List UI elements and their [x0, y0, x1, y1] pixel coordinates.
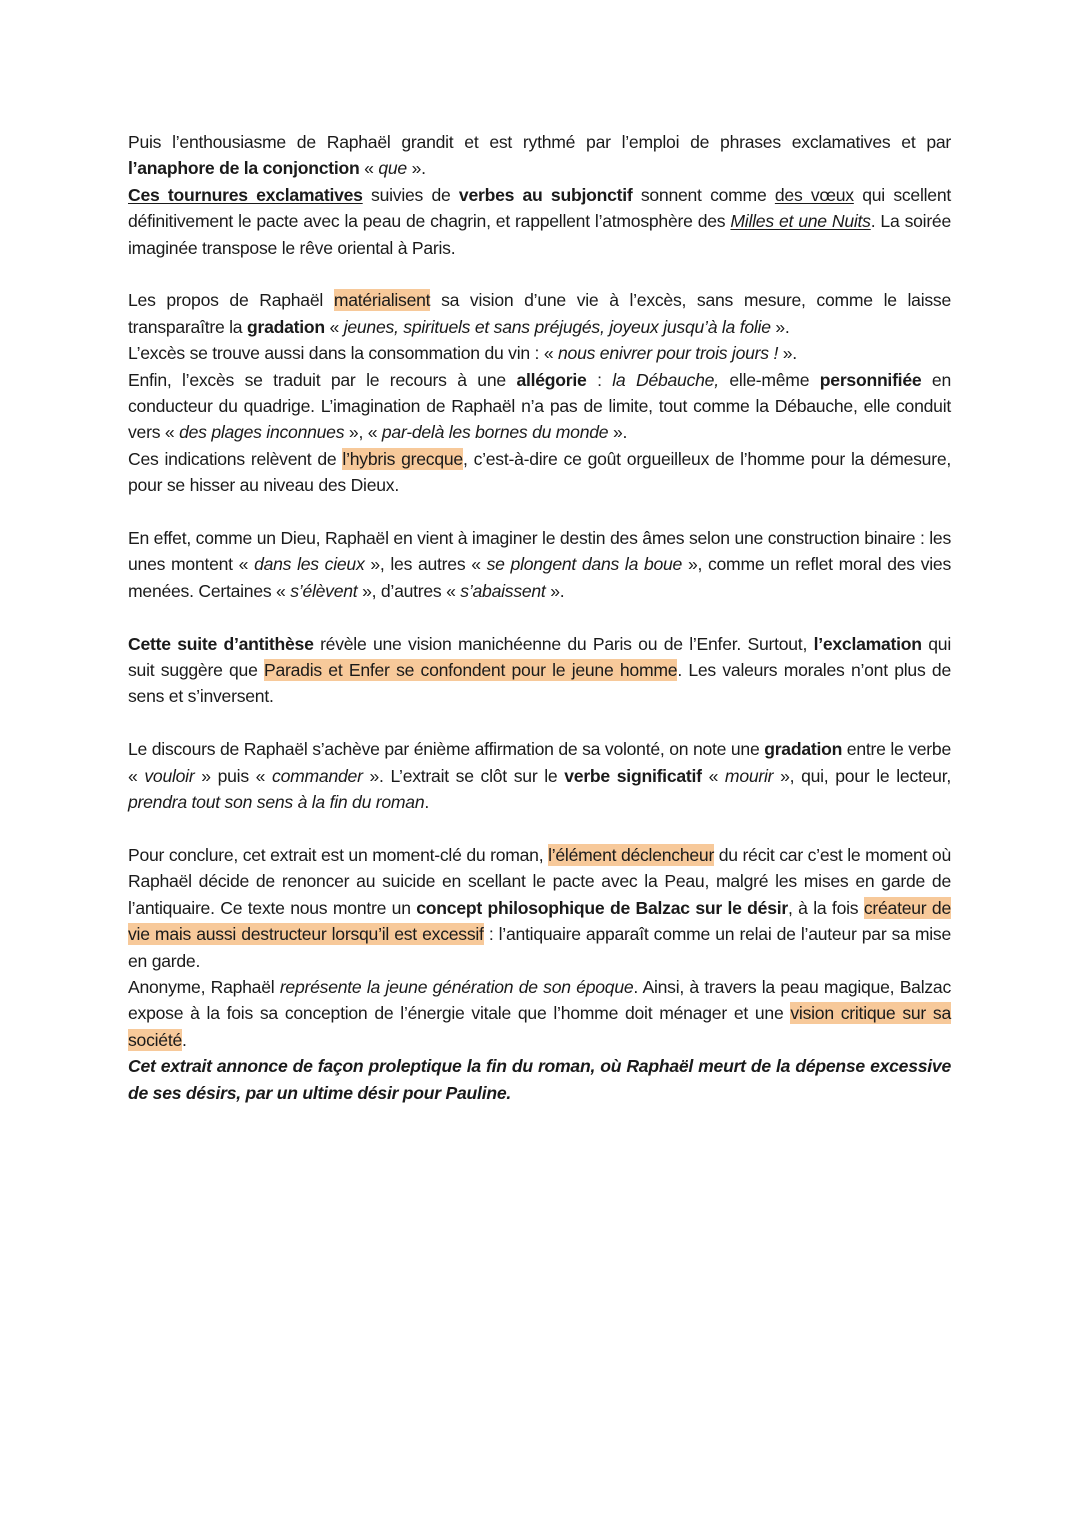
text-run: ».	[608, 422, 628, 443]
text-run: . Les valeurs morales n’ont plus de sens et s’inversent.	[128, 660, 951, 707]
paragraph-prolepse	[128, 1053, 951, 1106]
italic-quote: vouloir	[144, 765, 195, 786]
text-run: Enfin, l’excès se traduit par le recours à une	[128, 369, 517, 390]
text-run: suivies de	[362, 184, 459, 205]
text-run: » puis «	[194, 765, 273, 786]
paragraph-discours	[128, 736, 951, 815]
paragraph-vin	[128, 340, 951, 366]
text-run: Les propos de Raphaël	[128, 290, 334, 311]
document-page	[128, 129, 951, 1106]
text-run: Anonyme, Raphaël	[128, 976, 280, 997]
text-run: », comme un reflet moral des vies menées. Certaines «	[128, 554, 951, 601]
text-run: ».	[406, 158, 426, 179]
paragraph-gap	[128, 604, 951, 630]
paragraph-hybris	[128, 446, 951, 499]
paragraph-gap	[128, 499, 951, 525]
italic-text: représente la jeune génération de son époque	[279, 976, 634, 997]
paragraph-dieu	[128, 525, 951, 604]
paragraph-antithese	[128, 631, 951, 710]
text-run: révèle une vision manichéenne du Paris ou de l’Enfer. Surtout,	[313, 633, 814, 654]
italic-quote: s’abaissent	[460, 580, 546, 601]
paragraph-propos	[128, 287, 951, 340]
bold-text: verbe significatif	[564, 765, 702, 786]
text-run: «	[701, 765, 725, 786]
paragraph-gap	[128, 710, 951, 736]
highlighted-text: vision critique sur sa société	[128, 1003, 951, 1050]
bold-text: l’exclamation	[813, 633, 922, 654]
italic-quote: que	[378, 158, 407, 179]
text-run: qui suit suggère que	[128, 633, 951, 681]
italic-text: la Débauche,	[612, 369, 719, 390]
text-run: en conducteur du quadrige. L’imagination de Raphaël n’a pas de limite, tout comme la Débauche, elle conduit vers «	[128, 369, 951, 443]
text-run: . Ainsi, à travers la peau magique, Balzac expose à la fois sa conception de l’énergie vitale que l’homme doit ménager et une	[128, 976, 951, 1024]
text-run: L’excès se trouve aussi dans la consommation du vin : «	[128, 343, 558, 364]
italic-quote: s’élèvent	[290, 580, 358, 601]
bold-text: Cette suite d’antithèse	[128, 633, 314, 654]
text-run: Pour conclure, cet extrait est un moment-clé du roman,	[128, 844, 549, 865]
text-run: sonnent comme	[632, 184, 775, 205]
text-run: ».	[778, 343, 797, 364]
text-run: Puis l’enthousiasme de Raphaël grandit et est rythmé par l’emploi de phrases exclamatives et par	[128, 132, 951, 152]
italic-quote: mourir	[724, 765, 774, 786]
text-run: . La soirée imaginée transpose le rêve oriental à Paris.	[128, 211, 951, 258]
bold-text: gradation	[764, 739, 843, 760]
bold-text: concept philosophique de Balzac sur le désir	[416, 897, 788, 918]
text-run: : l’antiquaire apparaît comme un relai de l’auteur par sa mise en garde.	[128, 924, 952, 971]
bold-text: l’anaphore de la conjonction	[128, 158, 360, 179]
paragraph-conclusion	[128, 842, 951, 974]
italic-quote: commander	[272, 765, 363, 786]
highlighted-text: créateur de vie mais aussi destructeur lorsqu’il est excessif	[128, 897, 951, 945]
text-run: du récit car c’est le moment où Raphaël décide de renoncer au suicide en scellant le pacte avec la Peau, malgré les mises en garde de l’antiquaire. Ce texte nous montre un	[128, 844, 952, 918]
text-run: », «	[344, 422, 382, 443]
bold-text: verbes au subjonctif	[458, 184, 633, 205]
paragraph-exclamatives	[128, 182, 951, 261]
bold-italic-text: Cet extrait annonce de façon proleptique la fin du roman, où Raphaël meurt de la dépense excessive de ses désirs, par un ultime désir pour Pauline.	[128, 1056, 951, 1103]
paragraph-gap	[128, 261, 951, 287]
text-run: », les autres «	[364, 554, 487, 575]
text-run: En effet, comme un Dieu, Raphaël en vient à imaginer le destin des âmes selon une construction binaire : les unes montent «	[128, 528, 951, 575]
bold-text: allégorie	[516, 369, 587, 390]
text-run: «	[359, 158, 379, 179]
bold-text: gradation	[246, 316, 325, 337]
paragraph-anonyme	[128, 974, 951, 1053]
text-run: », d’autres «	[357, 580, 461, 601]
text-run: :	[586, 369, 613, 390]
italic-quote: dans les cieux	[254, 554, 365, 575]
italic-quote: nous enivrer pour trois jours !	[558, 343, 779, 364]
text-run: ». L’extrait se clôt sur le	[362, 765, 565, 786]
text-run: », qui, pour le lecteur,	[773, 765, 951, 786]
text-run: elle-même	[718, 369, 820, 390]
highlighted-text: l’élément déclencheur	[548, 844, 715, 865]
text-run: Le discours de Raphaël s’achève par énième affirmation de sa volonté, on note une	[128, 739, 765, 760]
italic-quote: par-delà les bornes du monde	[381, 422, 609, 443]
paragraph-enthusiasm	[128, 129, 951, 182]
text-run: ».	[770, 316, 790, 337]
text-run: , à la fois	[787, 897, 864, 918]
text-run: Ces indications relèvent de	[128, 448, 343, 469]
italic-quote: jeunes, spirituels et sans préjugés, joyeux jusqu’à la folie	[343, 316, 771, 337]
text-run: , c’est-à-dire ce goût orgueilleux de l’homme pour la démesure, pour se hisser au niveau des Dieux.	[128, 448, 951, 496]
highlighted-text: l’hybris grecque	[342, 448, 463, 469]
italic-underlined-title: Milles et une Nuits	[730, 211, 871, 232]
highlighted-text: Paradis et Enfer se confondent pour le jeune homme	[264, 660, 678, 681]
bold-text: personnifiée	[819, 369, 922, 390]
paragraph-allegorie	[128, 367, 951, 446]
italic-text: prendra tout son sens à la fin du roman	[128, 792, 425, 813]
text-run: entre le verbe «	[128, 739, 951, 786]
italic-quote: se plongent dans la boue	[486, 554, 683, 575]
paragraph-gap	[128, 816, 951, 842]
underlined-text: des vœux	[774, 184, 854, 205]
text-run: .	[424, 792, 430, 813]
text-run: .	[182, 1029, 187, 1050]
text-run: «	[324, 316, 344, 337]
text-run: ».	[545, 580, 565, 601]
bold-underlined-text: Ces tournures exclamatives	[128, 184, 363, 205]
text-run: sa vision d’une vie à l’excès, sans mesure, comme le laisse transparaître la	[128, 290, 952, 337]
highlighted-text: matérialisent	[333, 290, 431, 311]
italic-quote: des plages inconnues	[179, 422, 345, 443]
text-run: qui scellent définitivement le pacte avec la peau de chagrin, et rappellent l’atmosphère des	[128, 184, 951, 232]
